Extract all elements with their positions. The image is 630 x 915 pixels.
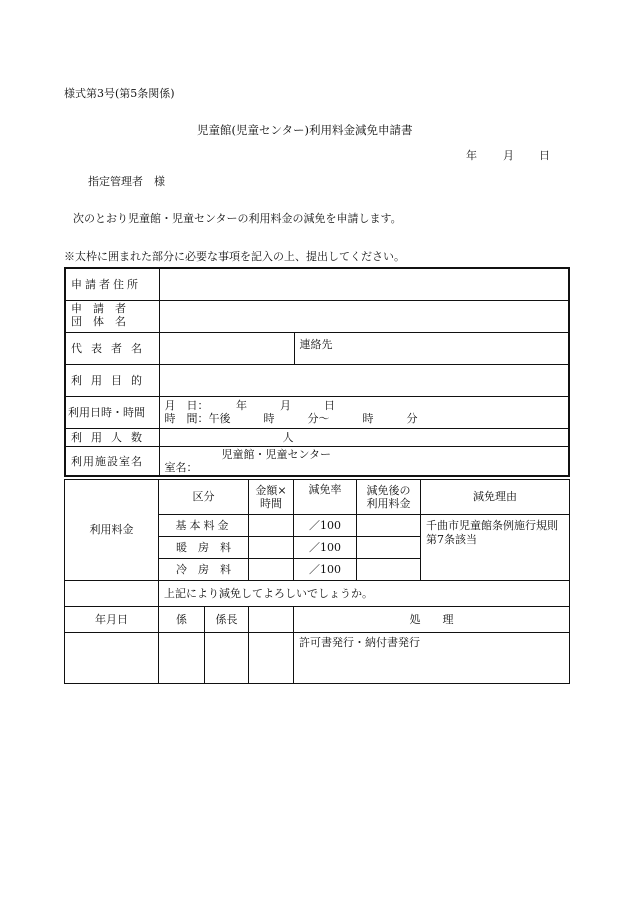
datetime-label-text: 利用日時・時間 — [68, 406, 145, 419]
approval-process-text: 許可書発行・納付書発行 — [299, 636, 420, 649]
purpose-row — [65, 364, 569, 396]
people-label — [65, 428, 159, 446]
col-after-line1: 減免後の — [366, 483, 411, 497]
col-reason — [421, 480, 570, 515]
approval-question-row — [65, 581, 570, 607]
fee-rate-text: ／100 — [309, 562, 341, 576]
address-field[interactable] — [159, 268, 569, 300]
approval-chief-seal[interactable] — [205, 633, 249, 684]
approval-col-chief-text: 係長 — [215, 612, 238, 626]
facility-field[interactable] — [159, 446, 569, 476]
group-row — [65, 300, 569, 332]
fee-category-text: 冷 房 料 — [176, 562, 231, 576]
facility-label — [65, 446, 159, 476]
contact-field[interactable] — [294, 332, 569, 364]
address-label — [65, 268, 159, 300]
fee-after[interactable] — [357, 559, 421, 581]
group-label — [65, 300, 159, 332]
fee-reason — [421, 515, 570, 581]
date-month: 月 — [503, 149, 514, 162]
recipient: 指定管理者 様 — [88, 175, 165, 188]
group-label-line1: 申 請 者 — [71, 302, 126, 316]
approval-col-date — [65, 607, 159, 633]
col-category-text: 区分 — [192, 490, 215, 504]
people-row — [65, 428, 569, 446]
date-year: 年 — [466, 149, 477, 162]
room-label: 室名： — [164, 460, 198, 474]
col-amount — [249, 480, 294, 515]
group-label-line2: 団 体 名 — [71, 315, 126, 328]
approval-date-field[interactable] — [65, 633, 159, 684]
fee-category — [159, 559, 249, 581]
fee-amount[interactable] — [249, 559, 294, 581]
approval-question-text: 上記により減免してよろしいでしょうか。 — [164, 586, 373, 600]
datetime-row — [65, 396, 569, 428]
col-amount-line2: 時間 — [260, 497, 282, 510]
col-amount-line1: 金額× — [255, 483, 287, 497]
col-after — [357, 480, 421, 515]
col-reason-text: 減免理由 — [473, 490, 517, 504]
datetime-label — [65, 396, 159, 428]
fee-category — [159, 537, 249, 559]
col-rate — [294, 480, 357, 515]
approval-col-process — [294, 607, 570, 633]
fee-header-row — [65, 480, 570, 515]
group-field[interactable] — [159, 300, 569, 332]
purpose-field[interactable] — [159, 364, 569, 396]
approval-header-row — [65, 607, 570, 633]
page-title: 児童館(児童センター)利用料金減免申請書 — [197, 123, 413, 137]
approval-body-row — [65, 633, 570, 684]
approval-col-date-text: 年月日 — [95, 612, 128, 626]
fee-after[interactable] — [357, 515, 421, 537]
fee-section-label-text: 利用料金 — [89, 523, 134, 537]
fee-reason-text: 千曲市児童館条例施行規則第7条該当 — [426, 519, 558, 547]
instruction-note: ※太枠に囲まれた部分に必要な事項を記入の上、提出してください。 — [64, 250, 405, 263]
fee-rate-text: ／100 — [309, 518, 341, 532]
applicant-table — [64, 267, 570, 477]
approval-col-blank — [249, 607, 294, 633]
purpose-label — [65, 364, 159, 396]
approval-question — [159, 581, 570, 607]
facility-name: 児童館・児童センター — [221, 447, 332, 461]
form-number: 様式第3号(第5条関係) — [64, 87, 175, 100]
people-field[interactable] — [159, 428, 569, 446]
approval-blank-field[interactable] — [249, 633, 294, 684]
purpose-label-text: 利用目的 — [71, 374, 151, 387]
people-unit: 人 — [282, 431, 294, 444]
approval-col-chief — [205, 607, 249, 633]
time-line: 時 間：午後 時 分〜 時 分 — [164, 412, 418, 425]
fee-rate[interactable] — [294, 559, 357, 581]
date-line: 月 日： 年 月 日 — [164, 398, 335, 412]
address-row — [65, 268, 569, 300]
fee-category — [159, 515, 249, 537]
col-category — [159, 480, 249, 515]
fee-amount[interactable] — [249, 515, 294, 537]
fee-amount[interactable] — [249, 537, 294, 559]
col-after-line2: 利用料金 — [366, 497, 411, 510]
representative-label — [65, 332, 159, 364]
fee-category-text: 暖 房 料 — [176, 540, 231, 554]
fee-after[interactable] — [357, 537, 421, 559]
fee-rate-text: ／100 — [309, 540, 341, 554]
representative-row — [65, 332, 569, 364]
representative-label-text: 代表者名 — [71, 342, 151, 355]
intro-text: 次のとおり児童館・児童センターの利用料金の減免を申請します。 — [73, 212, 402, 225]
fee-rate[interactable] — [294, 515, 357, 537]
approval-blank — [65, 581, 159, 607]
people-label-text: 利用人数 — [71, 431, 151, 444]
approval-col-process-text: 処 理 — [409, 612, 454, 626]
facility-label-text: 利用施設室名 — [71, 454, 143, 468]
contact-label: 連絡先 — [299, 337, 333, 351]
col-rate-text: 減免率 — [308, 483, 342, 496]
approval-staff-seal[interactable] — [159, 633, 205, 684]
datetime-field[interactable] — [159, 396, 569, 428]
date-day: 日 — [539, 149, 550, 162]
fee-table — [64, 479, 570, 684]
approval-process-field — [294, 633, 570, 684]
fee-rate[interactable] — [294, 537, 357, 559]
fee-category-text: 基本料金 — [175, 518, 232, 532]
address-label-text: 申請者住所 — [71, 278, 141, 292]
approval-col-staff-text: 係 — [176, 612, 187, 626]
facility-row — [65, 446, 569, 476]
representative-field[interactable] — [159, 332, 294, 364]
approval-col-staff — [159, 607, 205, 633]
fee-section-label — [65, 480, 159, 581]
